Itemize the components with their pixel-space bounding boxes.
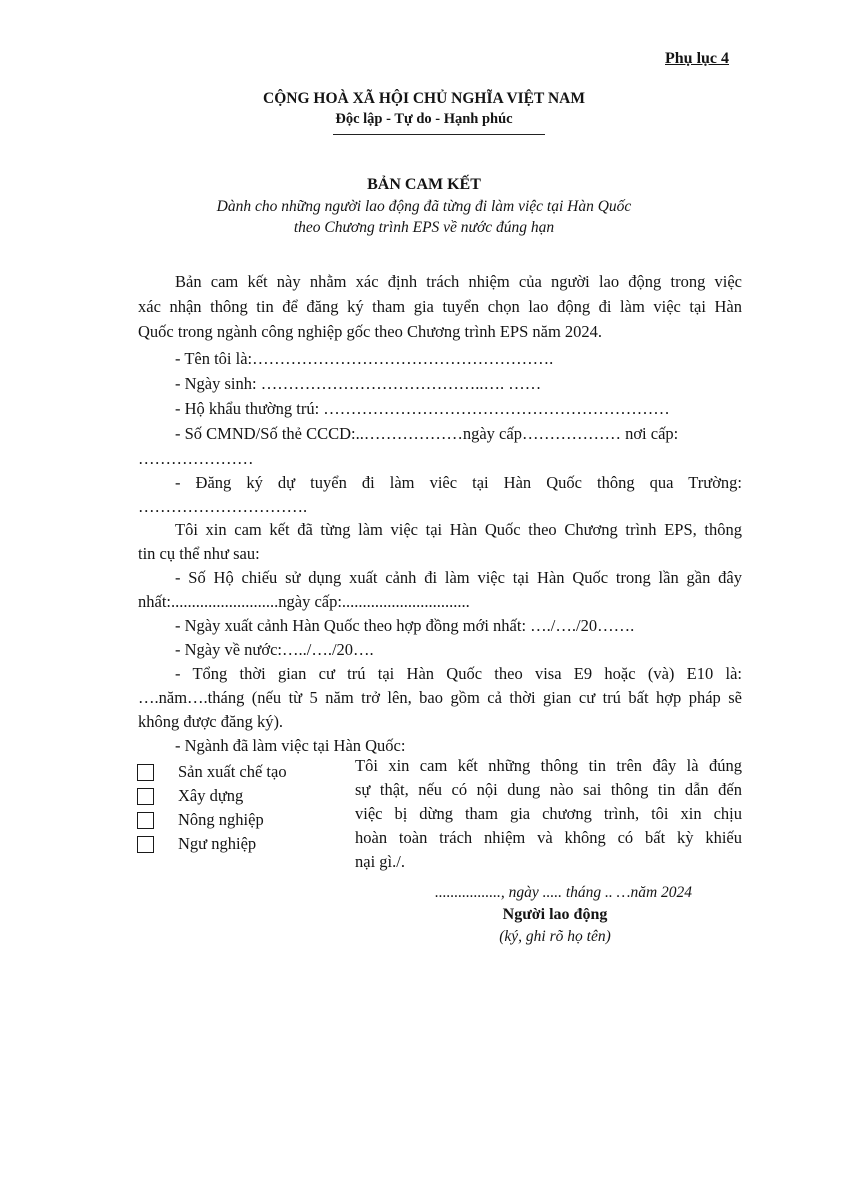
motto-underline — [333, 134, 545, 135]
signature-note: (ký, ghi rõ họ tên) — [499, 928, 611, 945]
document-subtitle-line-1: Dành cho những người lao động đã từng đi làm việc tại Hàn Quốc — [216, 198, 632, 215]
sector-checkbox-manufacturing[interactable] — [137, 764, 154, 781]
document-title: BẢN CAM KẾT — [367, 176, 481, 193]
sector-label-fishery: Ngư nghiệp — [178, 834, 257, 853]
intro-line-3: Quốc trong ngành công nghiệp gốc theo Chương trình EPS năm 2024. — [138, 322, 603, 341]
final-commitment-line-5: nại gì./. — [355, 852, 405, 871]
intro-line-2: xác nhận thông tin để đăng ký tham gia tuyển chọn lao động đi làm việc tại Hàn — [138, 297, 742, 316]
commitment-intro-line-1: Tôi xin cam kết đã từng làm việc tại Hàn Quốc theo Chương trình EPS, thông — [175, 520, 742, 539]
detail-return-date: - Ngày về nước:…../…./20…. — [175, 640, 374, 659]
field-id-card-continued: ………………… — [138, 449, 254, 468]
sector-label-manufacturing: Sản xuất chế tạo — [178, 762, 287, 781]
intro-line-1: Bản cam kết này nhằm xác định trách nhiệm của người lao động trong việc — [175, 272, 742, 291]
national-motto: Độc lập - Tự do - Hạnh phúc — [335, 111, 513, 127]
sector-label-construction: Xây dựng — [178, 786, 244, 805]
sector-label-agriculture: Nông nghiệp — [178, 810, 264, 829]
detail-sector-label: - Ngành đã làm việc tại Hàn Quốc: — [175, 736, 406, 755]
signer-title: Người lao động — [502, 906, 608, 923]
detail-stay-line-3: không được đăng ký). — [138, 712, 284, 731]
field-id-card: - Số CMND/Số thẻ CCCD:..………………ngày cấp……………… nơi cấp: — [175, 424, 679, 443]
field-school-continued: …………………………. — [138, 497, 308, 516]
field-residence: - Hộ khẩu thường trú: ……………………………………………………… — [175, 399, 670, 418]
field-dob: - Ngày sinh: …………………………………..…. …… — [175, 374, 542, 393]
commitment-intro-line-2: tin cụ thể như sau: — [138, 544, 260, 563]
sector-checkbox-construction[interactable] — [137, 788, 154, 805]
detail-passport: - Số Hộ chiếu sử dụng xuất cảnh đi làm việc tại Hàn Quốc trong lần gần đây — [175, 568, 742, 587]
sector-checkbox-fishery[interactable] — [137, 836, 154, 853]
field-school: - Đăng ký dự tuyển đi làm viêc tại Hàn Quốc thông qua Trường: — [175, 473, 742, 492]
final-commitment-line-2: sự thật, nếu có nội dung nào sai thông tin dẫn đến — [355, 780, 742, 799]
signature-date-line: ................., ngày ..... tháng .. …năm 2024 — [435, 884, 693, 901]
appendix-label: Phụ lục 4 — [665, 50, 730, 67]
detail-stay-line-1: - Tổng thời gian cư trú tại Hàn Quốc theo visa E9 hoặc (và) E10 là: — [175, 664, 742, 683]
detail-passport-continued: nhất:..........................ngày cấp:............................... — [138, 592, 470, 611]
detail-stay-line-2: ….năm….tháng (nếu từ 5 năm trở lên, bao gồm cả thời gian cư trú bất hợp pháp sẽ — [138, 688, 742, 707]
final-commitment-line-4: hoàn toàn trách nhiệm và không có bất kỳ khiếu — [355, 828, 742, 847]
detail-exit-date: - Ngày xuất cảnh Hàn Quốc theo hợp đồng mới nhất: …./…./20……. — [175, 616, 635, 635]
final-commitment-line-3: việc bị dừng tham gia chương trình, tôi xin chịu — [355, 804, 742, 823]
field-name: - Tên tôi là:………………………………………………. — [175, 349, 554, 368]
national-title: CỘNG HOÀ XÃ HỘI CHỦ NGHĨA VIỆT NAM — [263, 90, 585, 107]
sector-checkbox-agriculture[interactable] — [137, 812, 154, 829]
document-subtitle-line-2: theo Chương trình EPS về nước đúng hạn — [293, 219, 555, 236]
final-commitment-line-1: Tôi xin cam kết những thông tin trên đây là đúng — [355, 756, 742, 775]
